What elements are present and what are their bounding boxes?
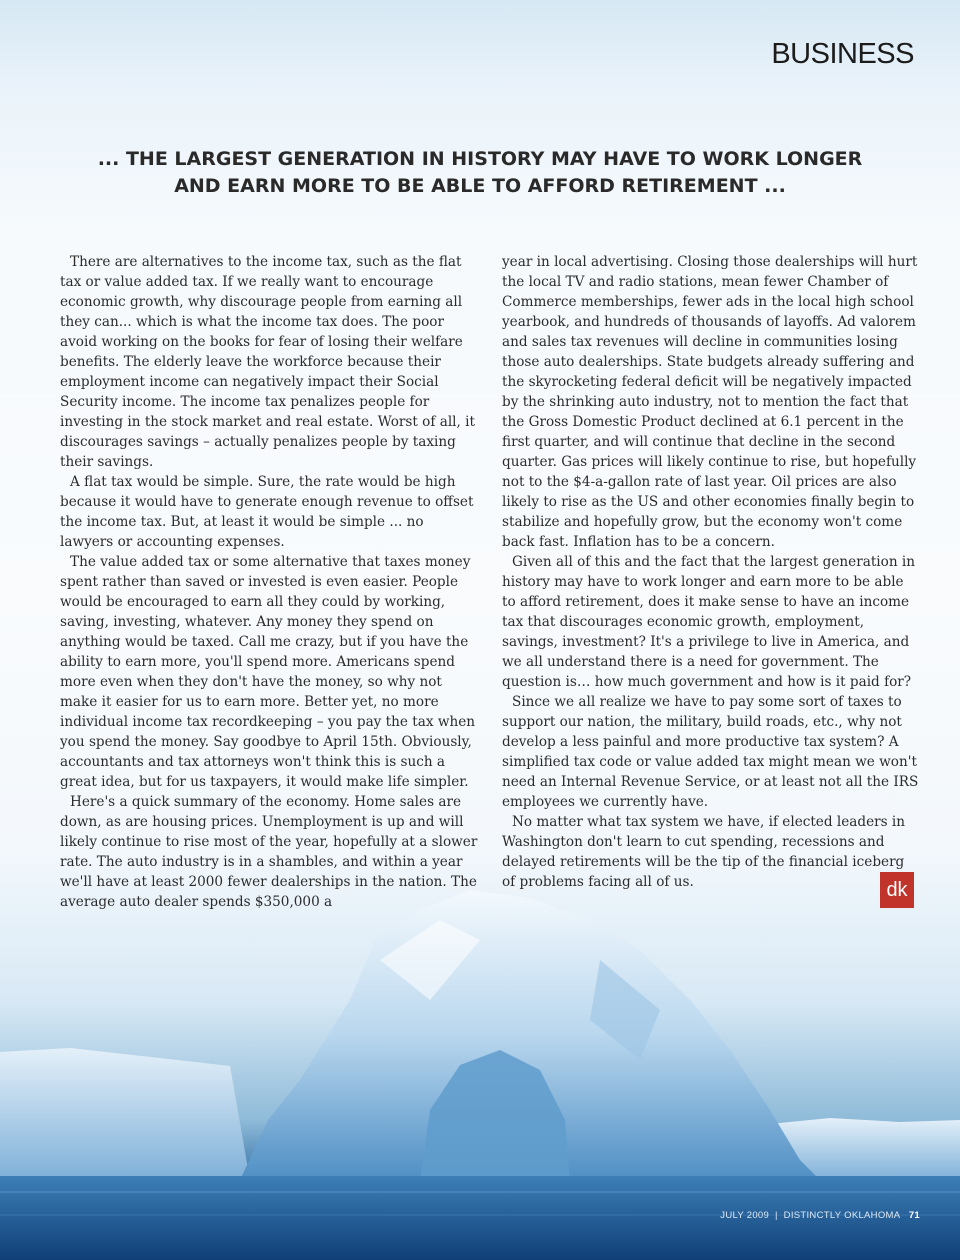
article-paragraph: Since we all realize we have to pay some sort of taxes to support our nation, the military, build roads, etc., why not develop a less painful and more productive tax system? A simplified tax code or value added tax might mean we won't need an Internal Revenue Service, or at least not all the IRS employees we currently have. [502, 694, 919, 810]
article-column-left [60, 252, 478, 912]
page-footer [720, 1210, 920, 1221]
article-paragraph: The value added tax or some alternative that taxes money spent rather than saved or invested is even easier. People would be encouraged to earn all they could by working, saving, investing, whatever. Any money they spend on anything would be taxed. Call me crazy, but if you have the ability to earn more, you'll spend more. Americans spend more even when they don't have the money, so why not make it easier for us to earn more. Better yet, no more individual income tax recordkeeping – you pay the tax when you spend the money. Say goodbye to April 15th. Obviously, accountants and tax attorneys won't think this is such a great idea, but for us taxpayers, it would make life simpler. [60, 554, 476, 790]
article-paragraph: A flat tax would be simple. Sure, the rate would be high because it would have to generate enough revenue to offset the income tax. But, at least it would be simple ... no lawyers or accounting expenses. [60, 474, 474, 550]
issue-date: JULY 2009 [720, 1210, 770, 1221]
iceberg-image [0, 880, 960, 1260]
page-number: 71 [908, 1210, 920, 1221]
article-paragraph: Given all of this and the fact that the largest generation in history may have to work longer and earn more to be able to afford retirement, does it make sense to have an income tax that discourages economic growth, employment, savings, investment? It's a privilege to live in America, and we all understand there is a need for government. The question is… how much government and how is it paid for? [502, 554, 915, 690]
publication-name: DISTINCTLY OKLAHOMA [783, 1210, 900, 1221]
article-paragraph: year in local advertising. Closing those dealerships will hurt the local TV and radio stations, mean fewer Chamber of Commerce memberships, fewer ads in the local high school yearbook, and hundreds of thousands of layoffs. Ad valorem and sales tax revenues will decline in communities losing those auto dealerships. State budgets already suffering and the skyrocketing federal deficit will be negatively impacted by the shrinking auto industry, not to mention the fact that the Gross Domestic Product declined at 6.1 percent in the first quarter, and will continue that decline in the second quarter. Gas prices will likely continue to rise, but hopefully not to the $4-a-gallon rate of last year. Oil prices are also likely to rise as the US and other economies finally begin to stabilize and hopefully grow, but the economy won't come back fast. Inflation has to be a concern. [502, 254, 918, 550]
article-paragraph: There are alternatives to the income tax, such as the flat tax or value added tax. If we really want to encourage economic growth, why discourage people from earning all they can... which is what the income tax does. The poor avoid working on the books for fear of losing their welfare benefits. The elderly leave the workforce because their employment income can negatively impact their Social Security income. The income tax penalizes people for investing in the stock market and real estate. Worst of all, it discourages savings – actually penalizes people by taxing their savings. [60, 254, 475, 470]
article-column-right [502, 252, 920, 892]
footer-separator: | [774, 1210, 778, 1221]
section-label: BUSINESS [771, 38, 914, 70]
article-paragraph: Here's a quick summary of the economy. Home sales are down, as are housing prices. Unemployment is up and will likely continue to rise most of the year, hopefully at a slower rate. The auto industry is in a shambles, and within a year we'll have at least 2000 fewer dealerships in the nation. The average auto dealer spends $350,000 a [60, 794, 478, 910]
article-paragraph: No matter what tax system we have, if elected leaders in Washington don't learn to cut spending, recessions and delayed retirements will be the tip of the financial iceberg of problems facing all of us. [502, 814, 906, 890]
article-end-mark-logo: dk [880, 872, 914, 908]
pull-quote: ... THE LARGEST GENERATION IN HISTORY MAY HAVE TO WORK LONGER AND EARN MORE TO BE ABLE TO AFFORD RETIREMENT ... [97, 148, 863, 197]
